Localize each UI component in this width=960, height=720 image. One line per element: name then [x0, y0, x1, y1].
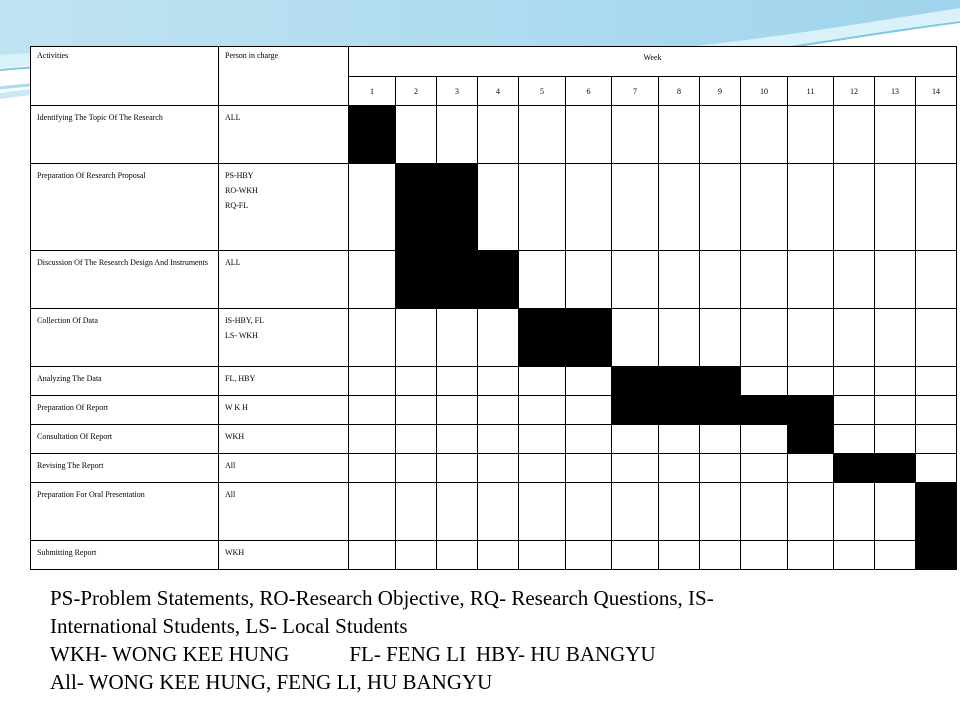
- week-cell: [437, 425, 478, 454]
- table-row: [31, 396, 957, 425]
- week-cell: [437, 454, 478, 483]
- person-cell: [219, 396, 349, 425]
- week-cell: [741, 541, 788, 570]
- activity-name: Analyzing The Data: [37, 374, 102, 383]
- week-cell: [741, 309, 788, 367]
- week-cell: [700, 251, 741, 309]
- week-cell: [519, 251, 566, 309]
- week-header-7: 7: [612, 77, 659, 106]
- week-cell: [834, 396, 875, 425]
- gantt-bar-cell: [875, 454, 916, 483]
- week-cell: [875, 367, 916, 396]
- week-cell: [566, 396, 612, 425]
- week-cell: [834, 106, 875, 164]
- week-cell: [788, 164, 834, 251]
- person-cell: [219, 541, 349, 570]
- activity-name: Identifying The Topic Of The Research: [37, 113, 163, 122]
- activity-name: Discussion Of The Research Design And Instruments: [37, 258, 208, 267]
- person-cell: [219, 309, 349, 367]
- week-cell: [437, 309, 478, 367]
- person-name: WKH: [225, 432, 245, 441]
- table-row: [31, 309, 957, 367]
- week-cell: [478, 541, 519, 570]
- week-cell: [659, 541, 700, 570]
- person-name: RO-WKH: [225, 186, 258, 195]
- person-name: LS- WKH: [225, 331, 258, 340]
- week-cell: [700, 309, 741, 367]
- week-cell: [834, 367, 875, 396]
- week-cell: [478, 106, 519, 164]
- legend-hby: HBY- HU BANGYU: [476, 642, 656, 666]
- header-activities: Activities: [31, 47, 219, 106]
- week-cell: [741, 367, 788, 396]
- week-cell: [396, 454, 437, 483]
- week-header-1: 1: [349, 77, 396, 106]
- activity-cell: [31, 425, 219, 454]
- week-cell: [834, 483, 875, 541]
- gantt-bar-cell: [612, 367, 659, 396]
- gantt-bar-cell: [349, 106, 396, 164]
- week-cell: [396, 483, 437, 541]
- week-cell: [566, 541, 612, 570]
- table-row: [31, 425, 957, 454]
- week-cell: [788, 309, 834, 367]
- week-cell: [916, 251, 957, 309]
- week-cell: [437, 541, 478, 570]
- week-cell: [349, 367, 396, 396]
- week-cell: [437, 396, 478, 425]
- week-cell: [834, 541, 875, 570]
- week-cell: [612, 541, 659, 570]
- week-cell: [437, 367, 478, 396]
- week-cell: [788, 251, 834, 309]
- week-cell: [700, 483, 741, 541]
- activity-cell: [31, 454, 219, 483]
- week-cell: [700, 164, 741, 251]
- gantt-bar-cell: [700, 396, 741, 425]
- activity-cell: [31, 483, 219, 541]
- activity-name: Consultation Of Report: [37, 432, 113, 441]
- week-cell: [566, 106, 612, 164]
- week-cell: [659, 106, 700, 164]
- week-header-5: 5: [519, 77, 566, 106]
- person-cell: [219, 454, 349, 483]
- week-cell: [916, 454, 957, 483]
- person-name: W K H: [225, 403, 248, 412]
- week-cell: [788, 106, 834, 164]
- table-row: [31, 454, 957, 483]
- week-cell: [478, 454, 519, 483]
- week-cell: [834, 164, 875, 251]
- week-cell: [566, 164, 612, 251]
- gantt-bar-cell: [478, 251, 519, 309]
- person-name: ALL: [225, 258, 241, 267]
- header-person-in-charge: Person in charge: [219, 47, 349, 106]
- week-header-6: 6: [566, 77, 612, 106]
- week-cell: [349, 425, 396, 454]
- person-name: PS-HBY: [225, 171, 254, 180]
- week-cell: [478, 396, 519, 425]
- activity-name: Collection Of Data: [37, 316, 98, 325]
- gantt-bar-cell: [396, 251, 437, 309]
- week-cell: [788, 367, 834, 396]
- week-cell: [875, 541, 916, 570]
- week-cell: [741, 483, 788, 541]
- person-name: All: [225, 490, 236, 499]
- week-cell: [396, 396, 437, 425]
- person-name: All: [225, 461, 236, 470]
- week-cell: [478, 309, 519, 367]
- week-cell: [834, 251, 875, 309]
- activity-name: Submitting Report: [37, 548, 97, 557]
- week-cell: [659, 454, 700, 483]
- legend-wkh: WKH- WONG KEE HUNG: [50, 642, 290, 666]
- week-header-9: 9: [700, 77, 741, 106]
- legend-line-1: PS-Problem Statements, RO-Research Objective, RQ- Research Questions, IS-: [50, 586, 714, 610]
- gantt-bar-cell: [659, 396, 700, 425]
- week-cell: [396, 425, 437, 454]
- person-cell: [219, 425, 349, 454]
- week-cell: [875, 106, 916, 164]
- week-cell: [519, 164, 566, 251]
- week-cell: [478, 483, 519, 541]
- person-cell: [219, 367, 349, 396]
- week-cell: [741, 454, 788, 483]
- activity-cell: [31, 309, 219, 367]
- week-cell: [349, 396, 396, 425]
- table-row: [31, 251, 957, 309]
- week-cell: [519, 367, 566, 396]
- week-cell: [875, 309, 916, 367]
- activity-cell: [31, 367, 219, 396]
- week-cell: [916, 164, 957, 251]
- week-cell: [566, 367, 612, 396]
- week-cell: [700, 541, 741, 570]
- table-row: [31, 106, 957, 164]
- week-cell: [659, 309, 700, 367]
- week-cell: [700, 454, 741, 483]
- week-cell: [349, 251, 396, 309]
- week-cell: [659, 251, 700, 309]
- week-cell: [566, 454, 612, 483]
- activity-cell: [31, 106, 219, 164]
- activity-cell: [31, 251, 219, 309]
- week-cell: [916, 425, 957, 454]
- legend-fl: FL- FENG LI: [349, 642, 466, 666]
- week-header-3: 3: [437, 77, 478, 106]
- legend-line-3: [50, 640, 714, 668]
- person-cell: [219, 251, 349, 309]
- week-cell: [875, 164, 916, 251]
- week-cell: [478, 367, 519, 396]
- week-header-8: 8: [659, 77, 700, 106]
- week-cell: [916, 309, 957, 367]
- week-header-12: 12: [834, 77, 875, 106]
- gantt-bar-cell: [519, 309, 566, 367]
- week-cell: [478, 164, 519, 251]
- week-cell: [659, 164, 700, 251]
- week-cell: [834, 425, 875, 454]
- week-cell: [741, 251, 788, 309]
- person-cell: [219, 483, 349, 541]
- week-header-13: 13: [875, 77, 916, 106]
- week-header-4: 4: [478, 77, 519, 106]
- week-cell: [916, 106, 957, 164]
- person-cell: [219, 106, 349, 164]
- week-cell: [612, 106, 659, 164]
- person-name: ALL: [225, 113, 241, 122]
- week-cell: [478, 425, 519, 454]
- week-cell: [612, 164, 659, 251]
- gantt-bar-cell: [700, 367, 741, 396]
- week-cell: [519, 483, 566, 541]
- week-cell: [700, 425, 741, 454]
- gantt-bar-cell: [396, 164, 437, 251]
- week-cell: [916, 396, 957, 425]
- week-cell: [788, 483, 834, 541]
- week-cell: [700, 106, 741, 164]
- week-cell: [659, 425, 700, 454]
- gantt-bar-cell: [741, 396, 788, 425]
- week-header-10: 10: [741, 77, 788, 106]
- legend-line-4: All- WONG KEE HUNG, FENG LI, HU BANGYU: [50, 670, 493, 694]
- activity-cell: [31, 164, 219, 251]
- week-cell: [612, 483, 659, 541]
- activity-name: Preparation For Oral Presentation: [37, 490, 145, 499]
- week-header-2: 2: [396, 77, 437, 106]
- gantt-bar-cell: [612, 396, 659, 425]
- week-cell: [566, 251, 612, 309]
- week-cell: [741, 106, 788, 164]
- week-cell: [349, 541, 396, 570]
- week-cell: [566, 483, 612, 541]
- week-cell: [437, 483, 478, 541]
- gantt-bar-cell: [916, 483, 957, 541]
- week-cell: [519, 454, 566, 483]
- week-cell: [349, 454, 396, 483]
- activity-name: Preparation Of Research Proposal: [37, 171, 146, 180]
- legend-line-2: International Students, LS- Local Students: [50, 614, 408, 638]
- week-cell: [519, 106, 566, 164]
- activity-cell: [31, 541, 219, 570]
- gantt-chart-table: [30, 46, 957, 570]
- person-name: FL, HBY: [225, 374, 256, 383]
- person-name: RQ-FL: [225, 201, 249, 210]
- week-cell: [788, 454, 834, 483]
- week-cell: [612, 251, 659, 309]
- week-cell: [396, 541, 437, 570]
- week-cell: [741, 164, 788, 251]
- table-row: [31, 367, 957, 396]
- person-cell: [219, 164, 349, 251]
- week-cell: [349, 164, 396, 251]
- week-cell: [834, 309, 875, 367]
- activity-name: Revising The Report: [37, 461, 104, 470]
- week-cell: [437, 106, 478, 164]
- table-row: [31, 483, 957, 541]
- gantt-bar-cell: [834, 454, 875, 483]
- week-cell: [612, 425, 659, 454]
- week-cell: [396, 106, 437, 164]
- week-cell: [396, 367, 437, 396]
- table-row: [31, 541, 957, 570]
- gantt-bar-cell: [659, 367, 700, 396]
- week-header-14: 14: [916, 77, 957, 106]
- person-name: WKH: [225, 548, 245, 557]
- week-cell: [741, 425, 788, 454]
- week-cell: [612, 454, 659, 483]
- gantt-bar-cell: [437, 251, 478, 309]
- week-cell: [566, 425, 612, 454]
- week-cell: [396, 309, 437, 367]
- week-cell: [875, 251, 916, 309]
- gantt-bar-cell: [788, 396, 834, 425]
- week-cell: [659, 483, 700, 541]
- gantt-bar-cell: [916, 541, 957, 570]
- week-cell: [875, 396, 916, 425]
- week-cell: [519, 425, 566, 454]
- legend: [50, 584, 714, 696]
- table-row: [31, 164, 957, 251]
- gantt-bar-cell: [566, 309, 612, 367]
- activity-cell: [31, 396, 219, 425]
- gantt-bar-cell: [437, 164, 478, 251]
- week-cell: [519, 396, 566, 425]
- week-cell: [875, 483, 916, 541]
- week-cell: [875, 425, 916, 454]
- header-week: Week: [349, 47, 957, 77]
- week-cell: [916, 367, 957, 396]
- gantt-bar-cell: [788, 425, 834, 454]
- person-name: IS-HBY, FL: [225, 316, 264, 325]
- week-cell: [349, 483, 396, 541]
- activity-name: Preparation Of Report: [37, 403, 109, 412]
- week-header-11: 11: [788, 77, 834, 106]
- week-cell: [519, 541, 566, 570]
- week-cell: [612, 309, 659, 367]
- week-cell: [349, 309, 396, 367]
- week-cell: [788, 541, 834, 570]
